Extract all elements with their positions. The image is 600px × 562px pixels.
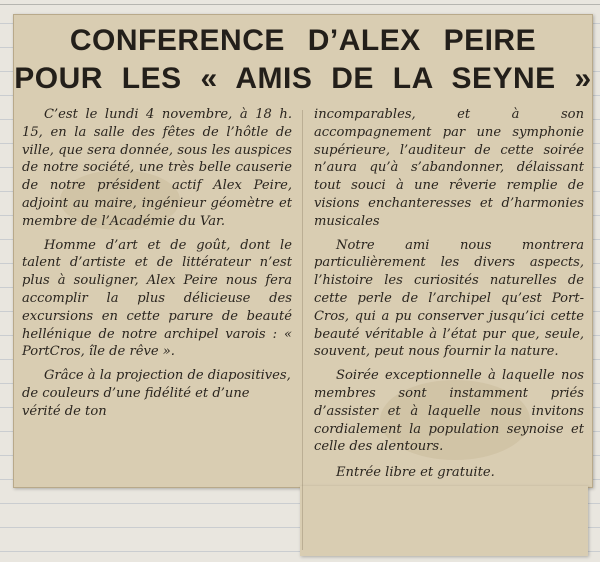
- paragraph-port-cros: Notre ami nous montrera particulièrement les divers aspects, l’histoire les curiosités naturelles de cette perle de l’archipel qu’est Port-Cros, qui a pu conserver jusqu’ici cette beauté véritable à l’état pur que, seule, souvent, peut nous fournir la nature.: [314, 237, 584, 360]
- paragraph-speaker: Homme d’art et de goût, dont le talent d’artiste et de littérateur n’est plus à souligner, Alex Peire nous fera accomplir la plus délicieuse des excursions en cette parure de beauté hellénique de notre archipel varois : « PortCros, île de rêve ».: [22, 237, 292, 360]
- paragraph-projection: Grâce à la projection de diapositives, de couleurs d’une fidélité et d’une vérité de ton: [22, 368, 291, 419]
- article-right-column: [314, 106, 584, 488]
- paragraph-invitation: Soirée exceptionnelle à laquelle nos membres sont instamment priés d’assister et à laquelle nous invitons cordialement la population seynoise et celle des alentours.: [314, 368, 584, 455]
- column-divider: [302, 110, 303, 550]
- paragraph-intro: C’est le lundi 4 novembre, à 18 h. 15, en la salle des fêtes de l’hôtle de ville, que sera donnée, sous les auspices de notre société, une très belle causerie de notre président actif Alex Peire, adjoint au maire, ingénieur géomètre et membre de l’Académie du Var.: [22, 107, 292, 229]
- article-left-column: [22, 106, 292, 427]
- notebook-page-edge: [0, 4, 600, 5]
- newspaper-clipping-extension: [300, 486, 588, 556]
- headline-line-1: CONFERENCE D’ALEX PEIRE: [69, 24, 537, 57]
- paragraph-admission: Entrée libre et gratuite.: [336, 465, 495, 481]
- paragraph-projection-continued: incomparables, et à son accompagnement par une symphonie supérieure, l’auditeur de cette soirée n’aura qu’à s’abandonner, délaissant tout souci à une rêverie remplie de visions enchanteresses et d’harmonies musicales: [314, 107, 584, 229]
- headline-line-2: POUR LES « AMIS DE LA SEYNE »: [14, 62, 592, 95]
